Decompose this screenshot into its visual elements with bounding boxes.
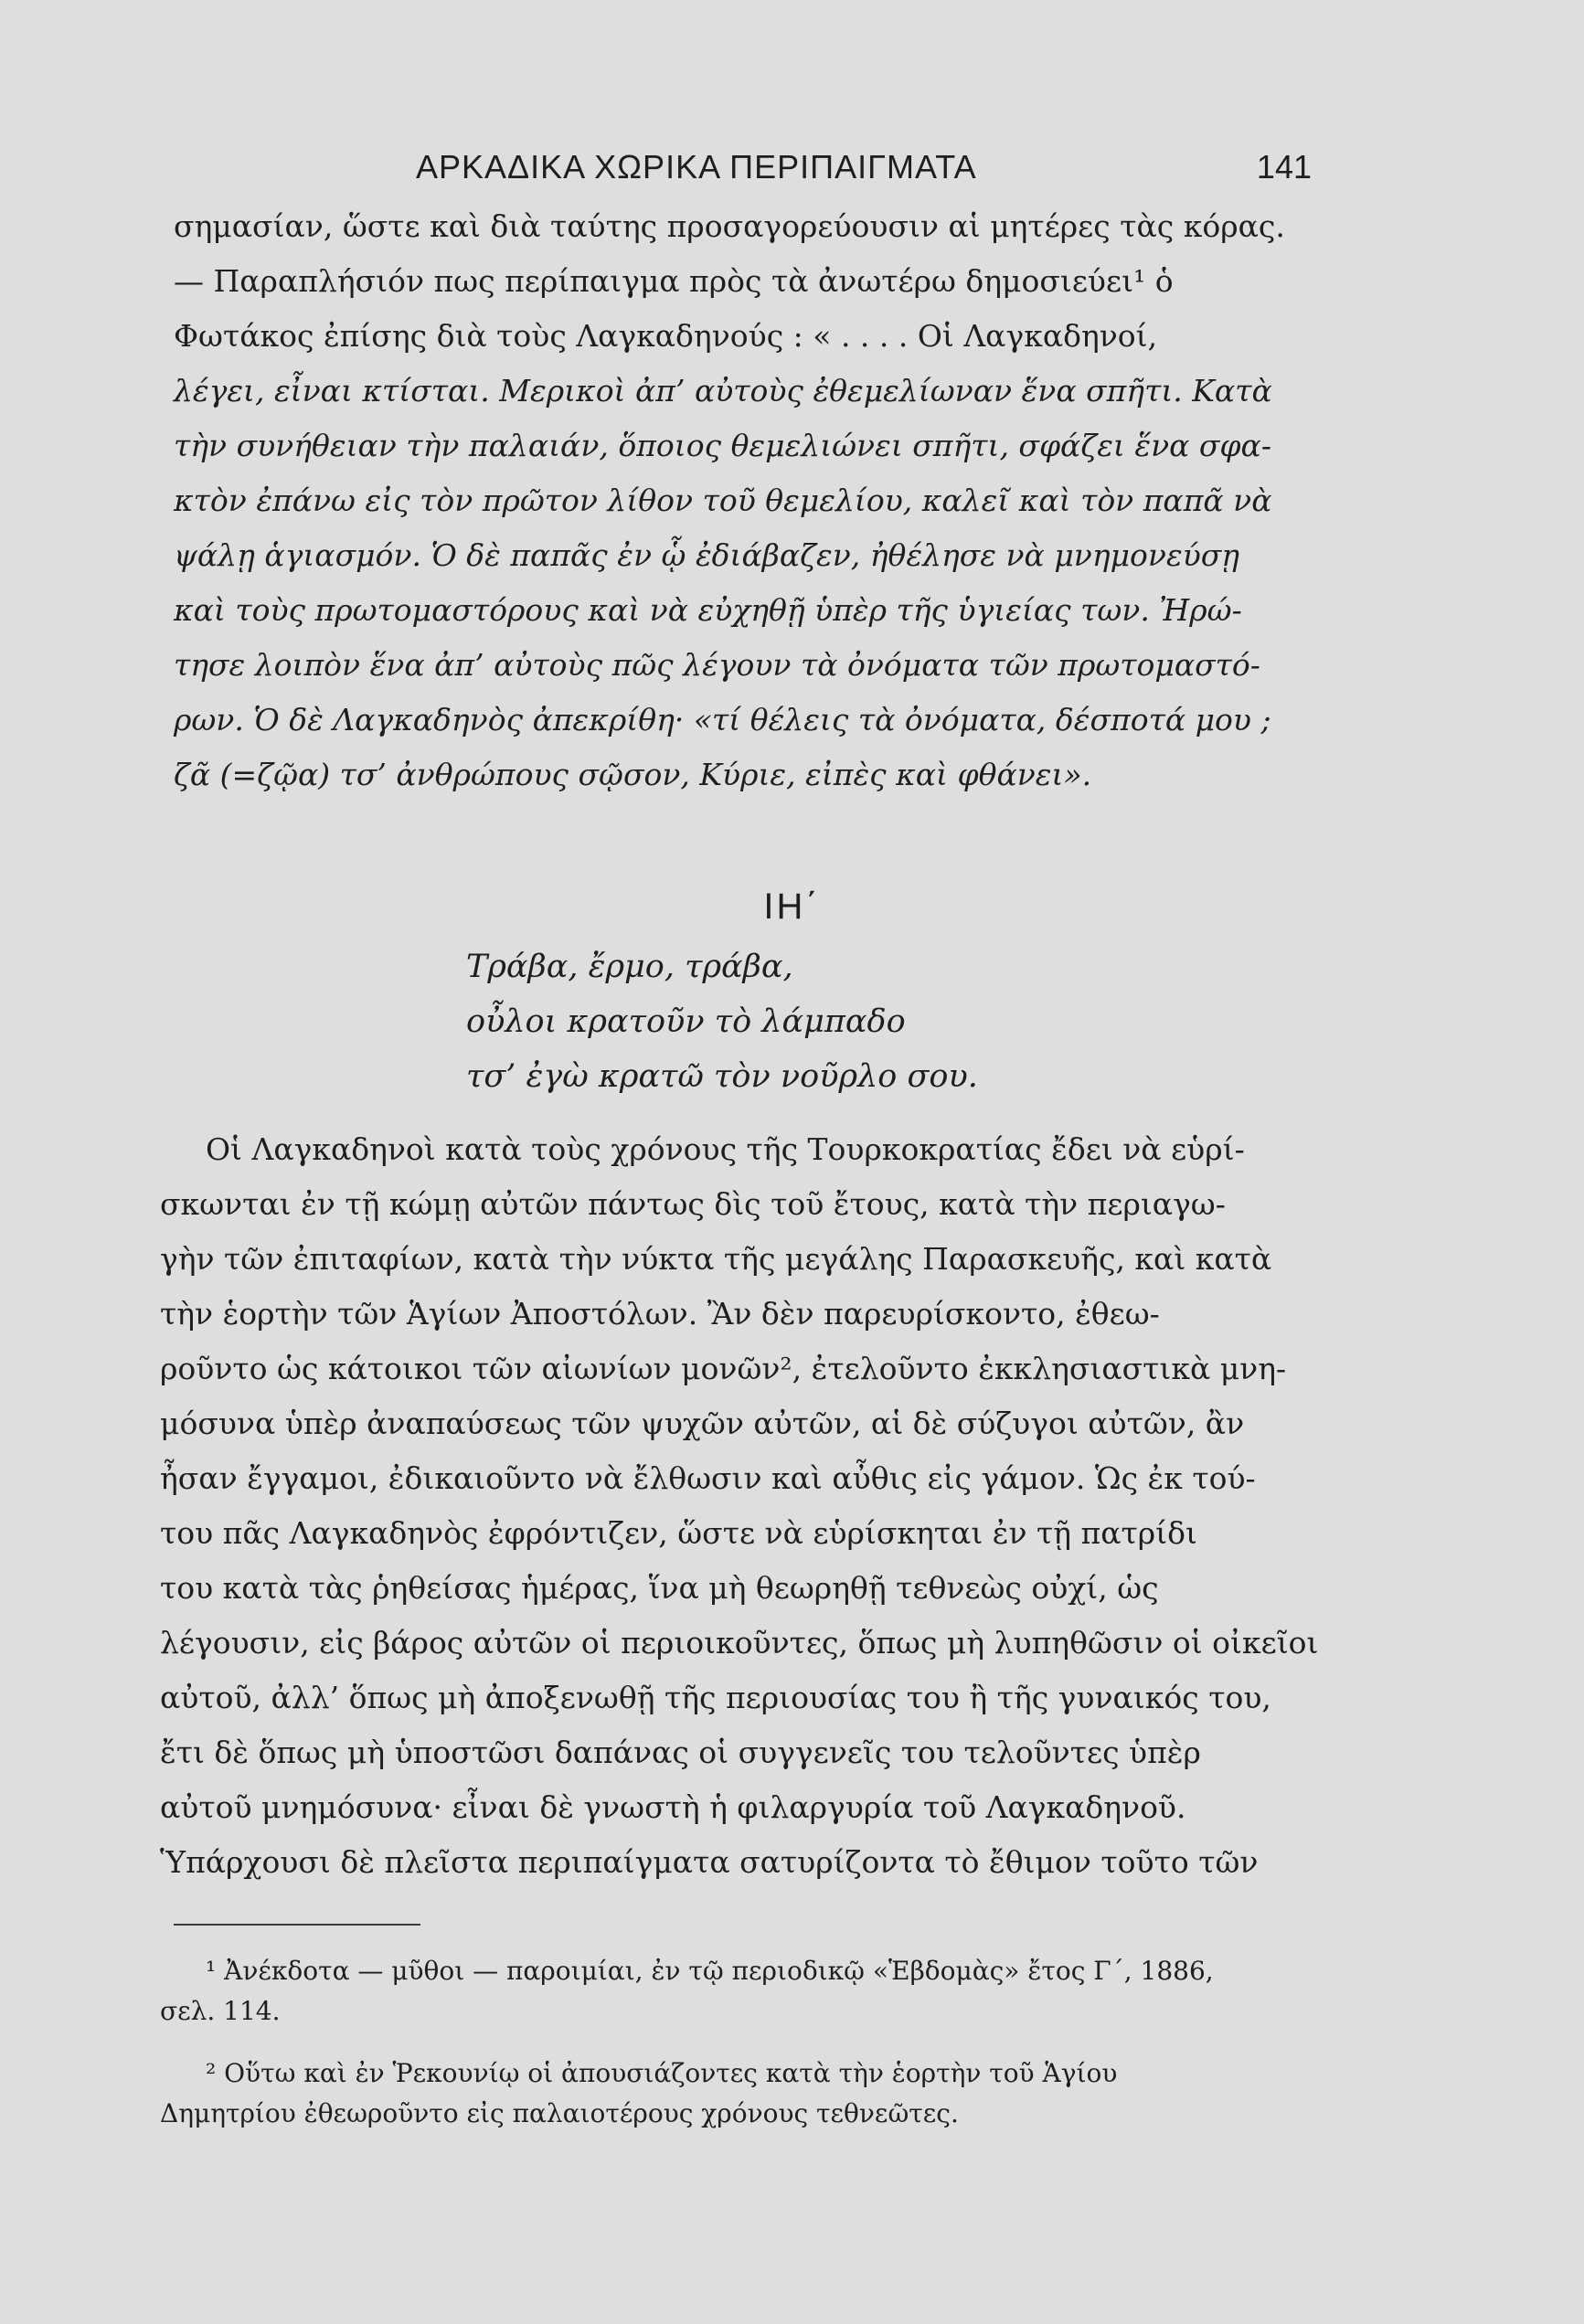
text-line: — Παραπλήσιόν πως περίπαιγμα πρὸς τὰ ἀνωτέρω δημοσιεύει¹ ὁ bbox=[174, 263, 1174, 299]
section-heading: ΙΗ΄ bbox=[763, 886, 821, 927]
text-line: Οἱ Λαγκαδηνοὶ κατὰ τοὺς χρόνους τῆς Τουρκοκρατίας ἔδει νὰ εὑρί- bbox=[206, 1131, 1245, 1167]
verse-line: Τράβα, ἔρμο, τράβα, bbox=[466, 949, 793, 985]
top-paragraph bbox=[174, 208, 1316, 812]
text-line: ἔτι δὲ ὅπως μὴ ὑποστῶσι δαπάνας οἱ συγγενεῖς του τελοῦντες ὑπὲρ bbox=[160, 1735, 1201, 1770]
footnote-divider bbox=[174, 1924, 420, 1926]
text-line: λέγουσιν, εἰς βάρος αὐτῶν οἱ περιοικοῦντες, ὅπως μὴ λυπηθῶσιν οἱ οἰκεῖοι bbox=[160, 1625, 1319, 1661]
text-line: του κατὰ τὰς ῥηθείσας ἡμέρας, ἵνα μὴ θεωρηθῇ τεθνεὼς οὐχί, ὡς bbox=[160, 1570, 1159, 1606]
text-line: ἦσαν ἔγγαμοι, ἐδικαιοῦντο νὰ ἔλθωσιν καὶ αὖθις εἰς γάμον. Ὡς ἐκ τού- bbox=[160, 1460, 1256, 1496]
footnote-line: Δημητρίου ἐθεωροῦντο εἰς παλαιοτέρους χρόνους τεθνεῶτες. bbox=[160, 2098, 959, 2128]
text-line: αὐτοῦ, ἀλλ’ ὅπως μὴ ἀποξενωθῇ τῆς περιουσίας του ἢ τῆς γυναικός του, bbox=[160, 1680, 1271, 1715]
text-line: λέγει, εἶναι κτίσται. Μερικοὶ ἀπ’ αὐτοὺς ἐθεμελίωναν ἕνα σπῆτι. Κατὰ bbox=[174, 373, 1272, 409]
text-line: τὴν ἑορτὴν τῶν Ἁγίων Ἀποστόλων. Ἂν δὲν παρευρίσκοντο, ἐθεω- bbox=[160, 1296, 1160, 1332]
footnote-line: ¹ Ἀνέκδοτα — μῦθοι — παροιμίαι, ἐν τῷ περιοδικῷ «Ἑβδομὰς» ἔτος Γ΄, 1886, bbox=[206, 1956, 1214, 1986]
text-line: αὐτοῦ μνημόσυνα· εἶναι δὲ γνωστὴ ἡ φιλαργυρία τοῦ Λαγκαδηνοῦ. bbox=[160, 1789, 1186, 1825]
text-line: τὴν συνήθειαν τὴν παλαιάν, ὅποιος θεμελιώνει σπῆτι, σφάζει ἕνα σφα- bbox=[174, 428, 1271, 463]
text-line: ψάλῃ ἁγιασμόν. Ὁ δὲ παπᾶς ἐν ᾧ ἐδιάβαζεν, ἠθέλησε νὰ μνημονεύσῃ bbox=[174, 537, 1240, 573]
footnotes bbox=[160, 1956, 1214, 2138]
text-line: σκωνται ἐν τῇ κώμῃ αὐτῶν πάντως δὶς τοῦ ἔτους, κατὰ τὴν περιαγω- bbox=[160, 1186, 1226, 1222]
verse-block bbox=[466, 949, 978, 1113]
text-line: Φωτάκος ἐπίσης διὰ τοὺς Λαγκαδηνούς : « . . . . Οἱ Λαγκαδηνοί, bbox=[174, 318, 1158, 354]
text-line: καὶ τοὺς πρωτομαστόρους καὶ νὰ εὐχηθῇ ὑπὲρ τῆς ὑγιείας των. Ἠρώ- bbox=[174, 592, 1242, 628]
text-line: του πᾶς Λαγκαδηνὸς ἐφρόντιζεν, ὥστε νὰ εὑρίσκηται ἐν τῇ πατρίδι bbox=[160, 1515, 1197, 1551]
text-line: μόσυνα ὑπὲρ ἀναπαύσεως τῶν ψυχῶν αὐτῶν, αἱ δὲ σύζυγοι αὐτῶν, ἂν bbox=[160, 1406, 1245, 1441]
verse-line: τσ’ ἐγὼ κρατῶ τὸν νοῦρλο σου. bbox=[466, 1058, 978, 1095]
verse-line: οὖλοι κρατοῦν τὸ λάμπαδο bbox=[466, 1003, 906, 1040]
text-line: τησε λοιπὸν ἕνα ἀπ’ αὐτοὺς πῶς λέγουν τὰ ὀνόματα τῶν πρωτομαστό- bbox=[174, 647, 1260, 683]
footnote-line: ² Οὕτω καὶ ἐν Ῥεκουνίῳ οἱ ἀπουσιάζοντες κατὰ τὴν ἑορτὴν τοῦ Ἁγίου bbox=[206, 2058, 1118, 2088]
page-number: 141 bbox=[1256, 148, 1312, 186]
text-line: ρων. Ὁ δὲ Λαγκαδηνὸς ἀπεκρίθη· «τί θέλεις τὰ ὀνόματα, δέσποτά μου ; bbox=[174, 702, 1271, 738]
text-line: ροῦντο ὡς κάτοικοι τῶν αἰωνίων μονῶν², ἐτελοῦντο ἐκκλησιαστικὰ μνη- bbox=[160, 1351, 1287, 1386]
text-line: ζᾶ (=ζῷα) τσ’ ἀνθρώπους σῷσον, Κύριε, εἰπὲς καὶ φθάνει». bbox=[174, 757, 1092, 792]
text-line: Ὑπάρχουσι δὲ πλεῖστα περιπαίγματα σατυρίζοντα τὸ ἔθιμον τοῦτο τῶν bbox=[160, 1844, 1259, 1880]
footnote-line: σελ. 114. bbox=[160, 1996, 281, 2026]
text-line: σημασίαν, ὥστε καὶ διὰ ταύτης προσαγορεύουσιν αἱ μητέρες τὰς κόρας. bbox=[174, 208, 1285, 244]
text-line: γὴν τῶν ἐπιταφίων, κατὰ τὴν νύκτα τῆς μεγάλης Παρασκευῆς, καὶ κατὰ bbox=[160, 1241, 1272, 1277]
lower-paragraph bbox=[160, 1131, 1319, 1899]
text-line: κτὸν ἐπάνω εἰς τὸν πρῶτον λίθον τοῦ θεμελίου, καλεῖ καὶ τὸν παπᾶ νὰ bbox=[174, 483, 1272, 518]
running-title: ΑΡΚΑΔΙΚΑ ΧΩΡΙΚΑ ΠΕΡΙΠΑΙΓΜΑΤΑ bbox=[416, 148, 977, 186]
page-header bbox=[416, 148, 1312, 194]
